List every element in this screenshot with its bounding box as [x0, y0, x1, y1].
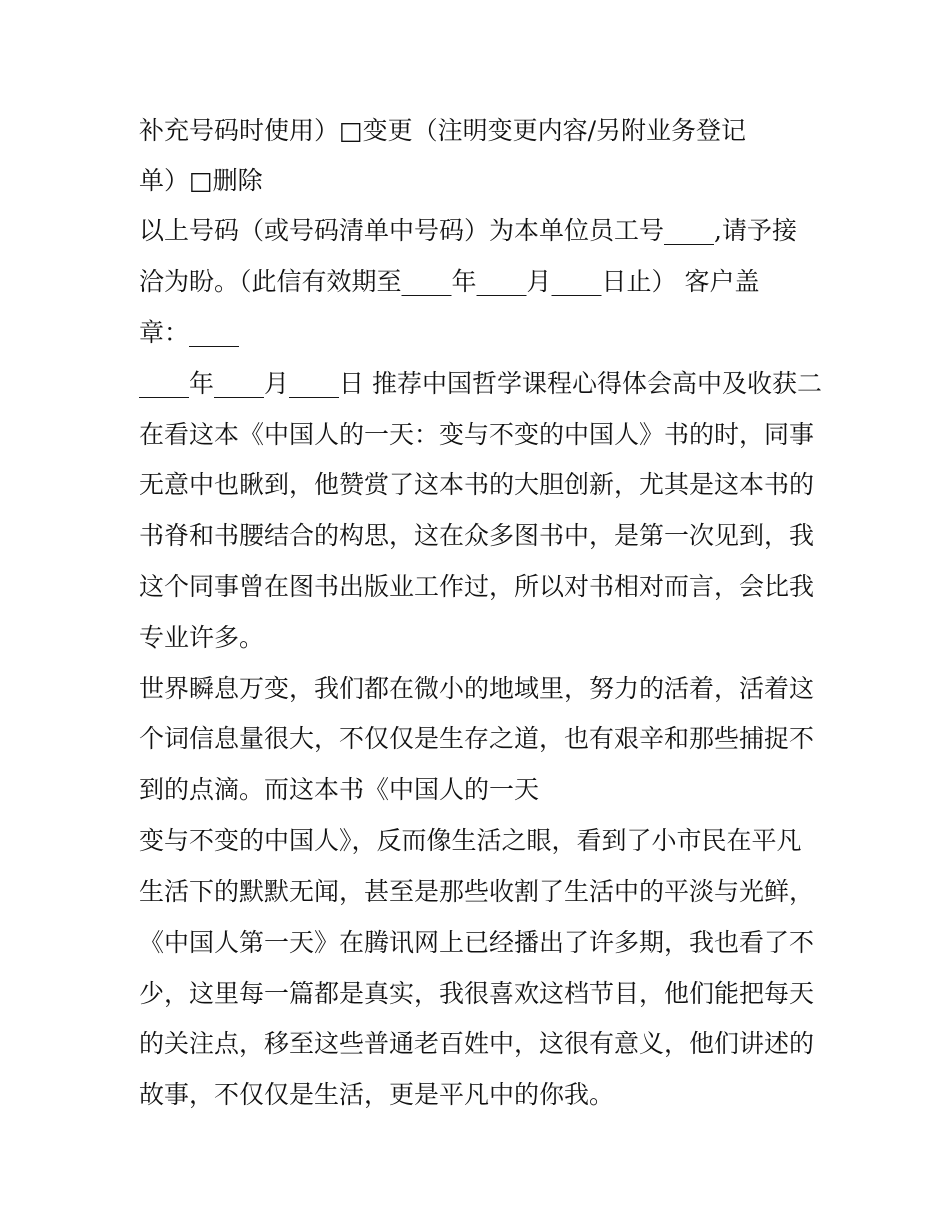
- text-line: 书脊和书腰结合的构思，这在众多图书中，是第一次见到，我: [139, 521, 815, 550]
- text-line: 《中国人第一天》在腾讯网上已经播出了许多期，我也看了不: [139, 928, 815, 957]
- text-line: 章：____: [139, 318, 240, 347]
- text-line: 的关注点，移至这些普通老百姓中，这很有意义，他们讲述的: [139, 1029, 815, 1058]
- text-line: 世界瞬息万变，我们都在微小的地域里，努力的活着，活着这: [139, 674, 815, 703]
- text-line: 补充号码时使用）□变更（注明变更内容/另附业务登记: [139, 116, 747, 145]
- text-line: 这个同事曾在图书出版业工作过，所以对书相对而言，会比我: [139, 572, 815, 601]
- text-line: ____年____月____日 推荐中国哲学课程心得体会高中及收获二: [139, 369, 822, 398]
- text-line: 单）□删除: [139, 166, 263, 195]
- text-line: 无意中也瞅到，他赞赏了这本书的大胆创新，尤其是这本书的: [139, 470, 815, 499]
- text-line: 到的点滴。而这本书《中国人的一天: [139, 775, 540, 804]
- text-line: 少，这里每一篇都是真实，我很喜欢这档节目，他们能把每天: [139, 979, 815, 1008]
- text-line: 专业许多。: [139, 623, 265, 652]
- text-line: 在看这本《中国人的一天：变与不变的中国人》书的时，同事: [139, 420, 815, 449]
- text-line: 洽为盼。（此信有效期至____年____月____日止） 客户盖: [139, 267, 760, 296]
- text-line: 故事，不仅仅是生活，更是平凡中的你我。: [139, 1080, 615, 1109]
- text-line: 生活下的默默无闻，甚至是那些收割了生活中的平淡与光鲜，: [139, 877, 815, 906]
- text-line: 个词信息量很大，不仅仅是生存之道，也有艰辛和那些捕捉不: [139, 724, 815, 753]
- text-line: 变与不变的中国人》，反而像生活之眼，看到了小市民在平凡: [139, 826, 802, 855]
- text-line: 以上号码（或号码清单中号码）为本单位员工号____,请予接: [139, 216, 797, 245]
